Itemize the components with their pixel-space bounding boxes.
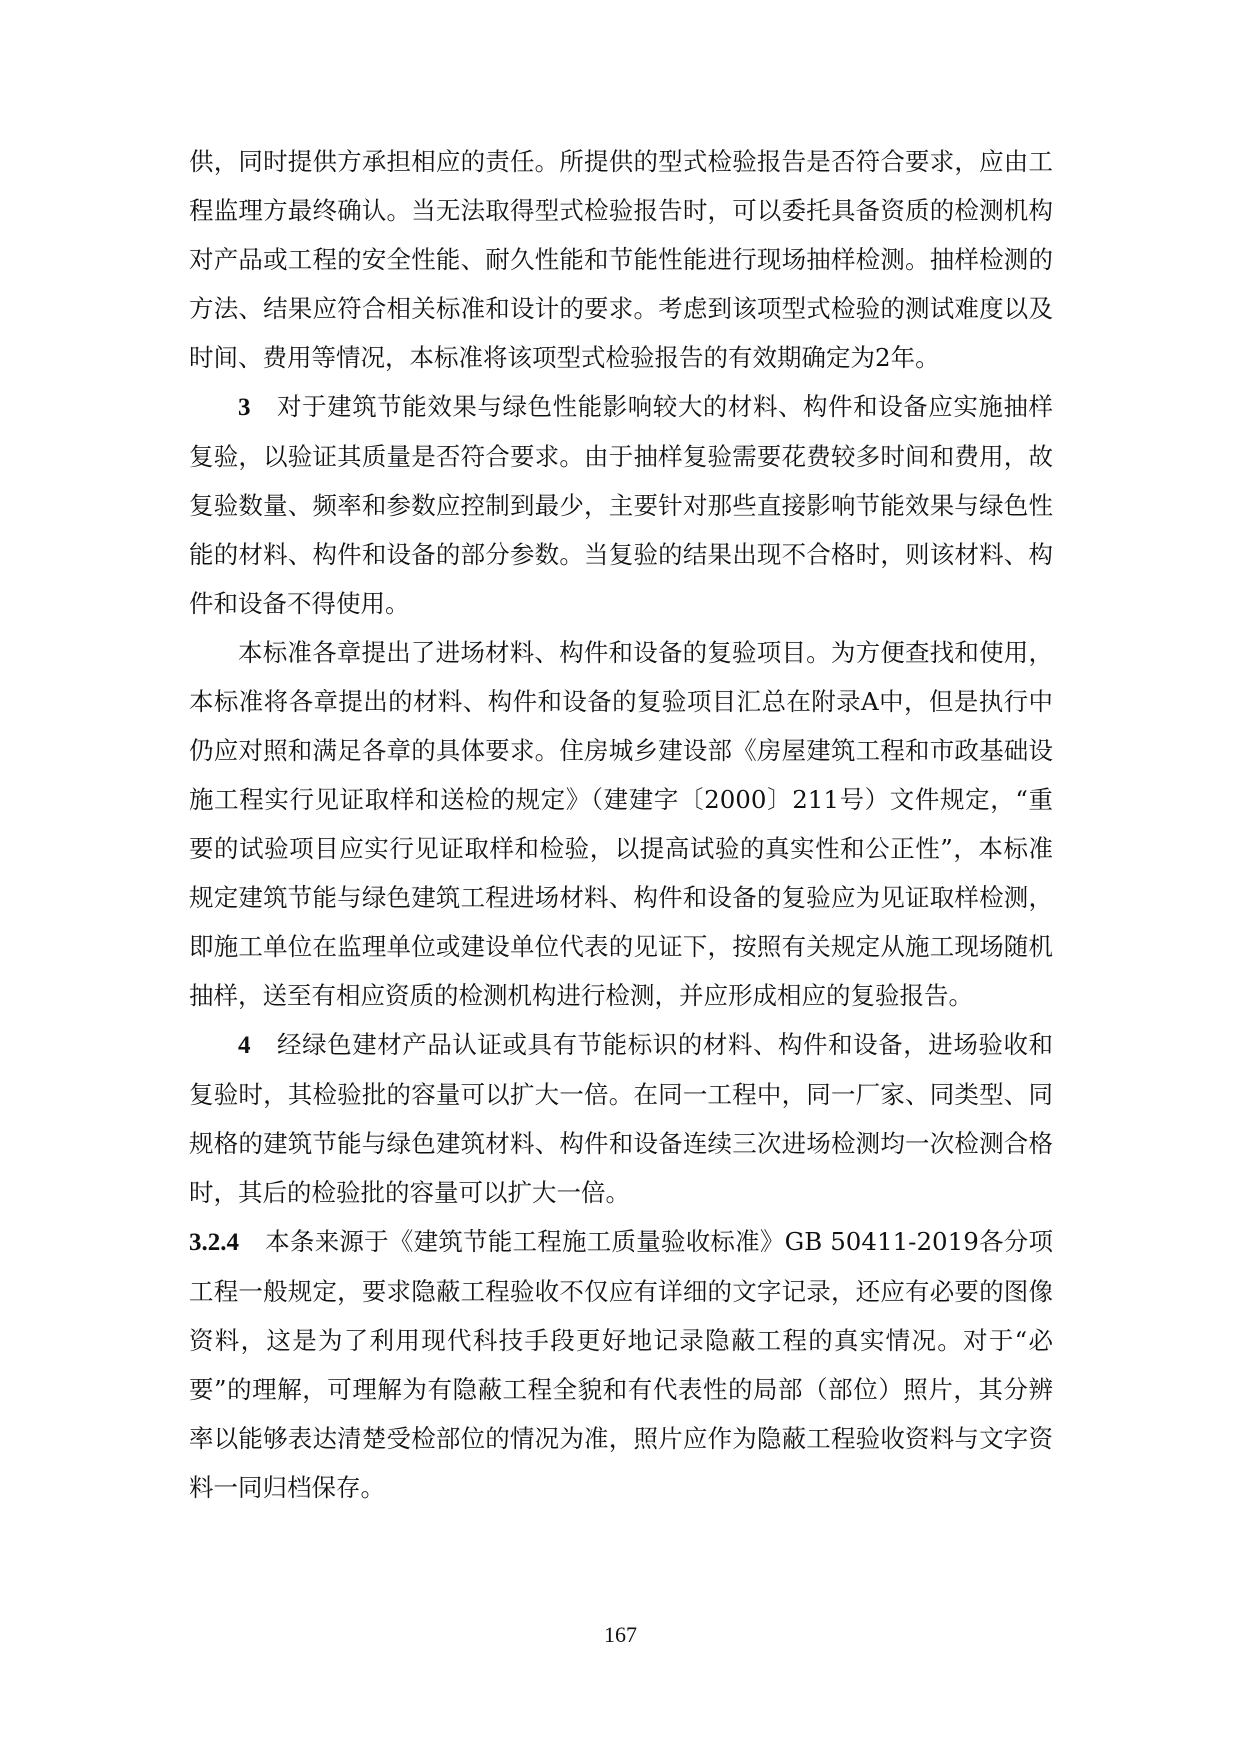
paragraph-text: 经绿色建材产品认证或具有节能标识的材料、构件和设备，进场验收和复验时，其检验批的容量可以扩大一倍。在同一工程中，同一厂家、同类型、同规格的建筑节能与绿色建筑材料、构件和设备连续三次进场检测均一次检测合格时，其后的检验批的容量可以扩大一倍。 — [189, 1030, 1053, 1207]
paragraph-item-3 — [189, 382, 1053, 628]
paragraph-text: 供，同时提供方承担相应的责任。所提供的型式检验报告是否符合要求，应由工程监理方最终确认。当无法取得型式检验报告时，可以委托具备资质的检测机构对产品或工程的安全性能、耐久性能和节能性能进行现场抽样检测。抽样检测的方法、结果应符合相关标准和设计的要求。考虑到该项型式检验的测试难度以及时间、费用等情况，本标准将该项型式检验报告的有效期确定为2年。 — [189, 147, 1053, 372]
paragraph-text: 本条来源于《建筑节能工程施工质量验收标准》GB 50411-2019各分项工程一般规定，要求隐蔽工程验收不仅应有详细的文字记录，还应有必要的图像资料，这是为了利用现代科技手段更好地记录隐蔽工程的真实情况。对于“必要”的理解，可理解为有隐蔽工程全貌和有代表性的局部（部位）照片，其分辨率以能够表达清楚受检部位的情况为准，照片应作为隐蔽工程验收资料与文字资料一同归档保存。 — [189, 1227, 1053, 1502]
clause-number: 3.2.4 — [189, 1229, 239, 1256]
paragraph-continuation — [189, 137, 1053, 382]
document-body — [189, 137, 1053, 1512]
item-number: 3 — [238, 394, 251, 421]
paragraph-retest-items — [189, 628, 1053, 1020]
item-number: 4 — [238, 1032, 251, 1059]
paragraph-text: 本标准各章提出了进场材料、构件和设备的复验项目。为方便查找和使用，本标准将各章提出的材料、构件和设备的复验项目汇总在附录A中，但是执行中仍应对照和满足各章的具体要求。住房城乡建设部《房屋建筑工程和市政基础设施工程实行见证取样和送检的规定》（建建字〔2000〕211号）文件规定，“重要的试验项目应实行见证取样和检验，以提高试验的真实性和公正性”，本标准规定建筑节能与绿色建筑工程进场材料、构件和设备的复验应为见证取样检测，即施工单位在监理单位或建设单位代表的见证下，按照有关规定从施工现场随机抽样，送至有相应资质的检测机构进行检测，并应形成相应的复验报告。 — [189, 638, 1053, 1010]
paragraph-text: 对于建筑节能效果与绿色性能影响较大的材料、构件和设备应实施抽样复验，以验证其质量是否符合要求。由于抽样复验需要花费较多时间和费用，故复验数量、频率和参数应控制到最少，主要针对那些直接影响节能效果与绿色性能的材料、构件和设备的部分参数。当复验的结果出现不合格时，则该材料、构件和设备不得使用。 — [189, 392, 1053, 618]
paragraph-item-4 — [189, 1020, 1053, 1217]
page-number: 167 — [604, 1622, 637, 1647]
paragraph-clause-3-2-4 — [189, 1217, 1053, 1512]
